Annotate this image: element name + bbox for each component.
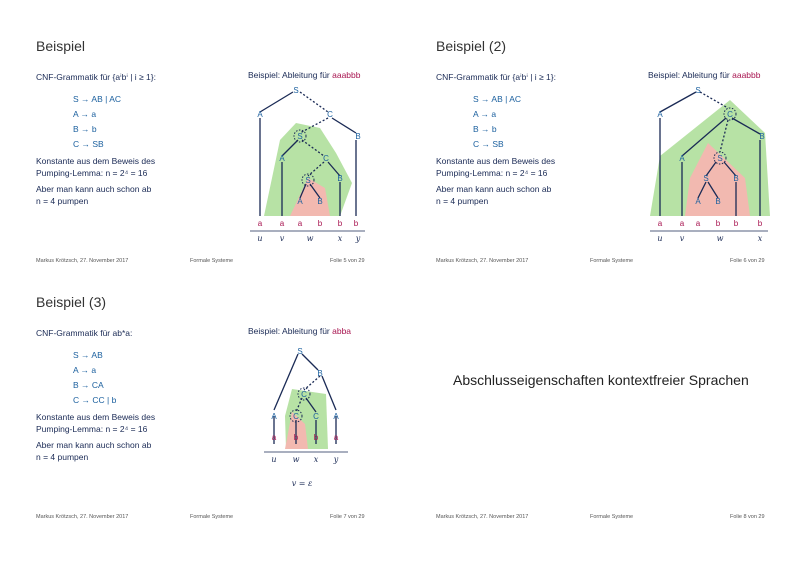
leaf-b: b	[337, 219, 343, 228]
node-S: S	[305, 176, 311, 185]
parse-tree	[640, 78, 790, 248]
grammar-rules	[73, 348, 116, 408]
node-A: A	[679, 154, 685, 163]
node-B: B	[337, 174, 343, 183]
node-B: B	[733, 174, 739, 183]
grammar-rules	[73, 92, 121, 152]
leaf-b: b	[317, 219, 323, 228]
leaf-a: a	[679, 219, 685, 228]
segment-v: v	[679, 234, 685, 243]
segment-x: x	[757, 234, 763, 243]
slide-4	[400, 256, 800, 539]
node-B: B	[759, 132, 765, 141]
parse-tree	[240, 78, 390, 248]
segment-y: y	[333, 455, 339, 464]
rule: S → AB	[73, 350, 103, 360]
leaf-b: b	[733, 219, 739, 228]
node-S: S	[717, 154, 723, 163]
segment-y: y	[355, 234, 361, 243]
derivation-word: aaabbb	[732, 70, 761, 80]
footer-page: Folie 8 von 29	[730, 514, 765, 520]
rule: B → b	[73, 124, 97, 134]
lemma-line: Pumping-Lemma: n = 2⁴ = 16	[436, 168, 548, 178]
lemma-line: Pumping-Lemma: n = 2⁴ = 16	[36, 168, 148, 178]
lemma-line: Pumping-Lemma: n = 2⁴ = 16	[36, 424, 148, 434]
lemma-line: Konstante aus dem Beweis des	[436, 156, 556, 166]
leaf-b: b	[293, 433, 299, 442]
node-A: A	[257, 110, 263, 119]
footer-course: Formale Systeme	[190, 258, 234, 264]
rule: S → AB | AC	[473, 94, 522, 104]
lemma-line: Konstante aus dem Beweis des	[36, 156, 156, 166]
footer-author: Markus Krötzsch, 27. November 2017	[36, 258, 129, 264]
footer-course: Formale Systeme	[590, 258, 634, 264]
leaf-b: b	[715, 219, 721, 228]
leaf-a: a	[657, 219, 663, 228]
pump-line: n = 4 pumpen	[436, 196, 489, 206]
node-C: C	[293, 412, 299, 421]
footer-course: Formale Systeme	[190, 514, 234, 520]
segment-u: u	[257, 234, 263, 243]
node-A: A	[297, 197, 303, 206]
rule: B → CA	[73, 380, 104, 390]
rule: C → SB	[73, 139, 104, 149]
pump-line: Aber man kann auch schon ab	[36, 184, 152, 194]
lemma-text	[36, 411, 155, 435]
node-C: C	[313, 412, 319, 421]
rule: C → SB	[473, 139, 504, 149]
derivation-word: abba	[332, 326, 352, 336]
lemma-text	[436, 155, 555, 179]
leaf-b: b	[757, 219, 763, 228]
node-B: B	[715, 197, 721, 206]
section-title: Abschlusseigenschaften kontextfreier Sprachen	[453, 372, 749, 388]
lemma-line: Konstante aus dem Beweis des	[36, 412, 156, 422]
footer-page: Folie 6 von 29	[730, 258, 765, 264]
footer-author: Markus Krötzsch, 27. November 2017	[436, 258, 529, 264]
pump-line: n = 4 pumpen	[36, 452, 89, 462]
grammar-heading: CNF-Grammatik für {aⁱbⁱ | i ≥ 1}:	[36, 72, 156, 82]
derivation-label-text: Beispiel: Ableitung für	[648, 70, 730, 80]
footer-author: Markus Krötzsch, 27. November 2017	[36, 514, 129, 520]
node-C: C	[301, 390, 307, 399]
rule: A → a	[73, 109, 97, 119]
segment-u: u	[271, 455, 277, 464]
node-C: C	[327, 110, 333, 119]
node-A: A	[657, 110, 663, 119]
node-S: S	[695, 86, 701, 95]
node-S: S	[293, 86, 299, 95]
leaf-a: a	[333, 433, 339, 442]
lemma-text	[36, 155, 155, 179]
footer-course: Formale Systeme	[590, 514, 634, 520]
leaf-a: a	[297, 219, 303, 228]
leaf-b: b	[353, 219, 359, 228]
leaf-a: a	[271, 433, 277, 442]
rule: C → CC | b	[73, 395, 117, 405]
segment-w: w	[306, 234, 314, 243]
leaf-b: b	[313, 433, 319, 442]
node-A: A	[279, 154, 285, 163]
pump-text	[36, 183, 151, 207]
parse-tree	[240, 334, 390, 504]
grammar-rules	[473, 92, 521, 152]
footer-page: Folie 7 von 29	[330, 514, 365, 520]
pump-line: Aber man kann auch schon ab	[436, 184, 552, 194]
pump-text	[436, 183, 551, 207]
node-S: S	[703, 174, 709, 183]
node-S: S	[297, 347, 303, 356]
slide-title: Beispiel (3)	[36, 294, 107, 310]
rule: B → b	[473, 124, 497, 134]
slide-title: Beispiel (2)	[436, 38, 507, 54]
pump-text	[36, 439, 151, 463]
leaf-a: a	[695, 219, 701, 228]
segment-x: x	[337, 234, 343, 243]
node-B: B	[317, 369, 323, 378]
empty-v-note: v = ε	[291, 479, 313, 488]
node-B: B	[355, 132, 361, 141]
slide-1	[0, 0, 400, 283]
rule: A → a	[73, 365, 97, 375]
slide-title: Beispiel	[36, 38, 86, 54]
node-A: A	[695, 197, 701, 206]
grammar-heading: CNF-Grammatik für {aⁱbⁱ | i ≥ 1}:	[436, 72, 556, 82]
rule: A → a	[473, 109, 497, 119]
leaf-a: a	[279, 219, 285, 228]
node-A: A	[333, 412, 339, 421]
segment-v: v	[279, 234, 285, 243]
segment-x: x	[313, 455, 319, 464]
node-C: C	[323, 154, 329, 163]
node-S: S	[297, 132, 303, 141]
segment-w: w	[716, 234, 724, 243]
slide-3	[0, 256, 400, 539]
derivation-label-text: Beispiel: Ableitung für	[248, 326, 330, 336]
pump-line: Aber man kann auch schon ab	[36, 440, 152, 450]
node-B: B	[317, 197, 323, 206]
leaf-a: a	[257, 219, 263, 228]
node-A: A	[271, 412, 277, 421]
slide-2	[400, 0, 800, 283]
segment-w: w	[292, 455, 300, 464]
pump-line: n = 4 pumpen	[36, 196, 89, 206]
node-C: C	[727, 110, 733, 119]
derivation-label-text: Beispiel: Ableitung für	[248, 70, 330, 80]
footer-page: Folie 5 von 29	[330, 258, 365, 264]
segment-u: u	[657, 234, 663, 243]
footer-author: Markus Krötzsch, 27. November 2017	[436, 514, 529, 520]
derivation-word: aaabbb	[332, 70, 361, 80]
grammar-heading: CNF-Grammatik für ab*a:	[36, 328, 133, 338]
rule: S → AB | AC	[73, 94, 122, 104]
